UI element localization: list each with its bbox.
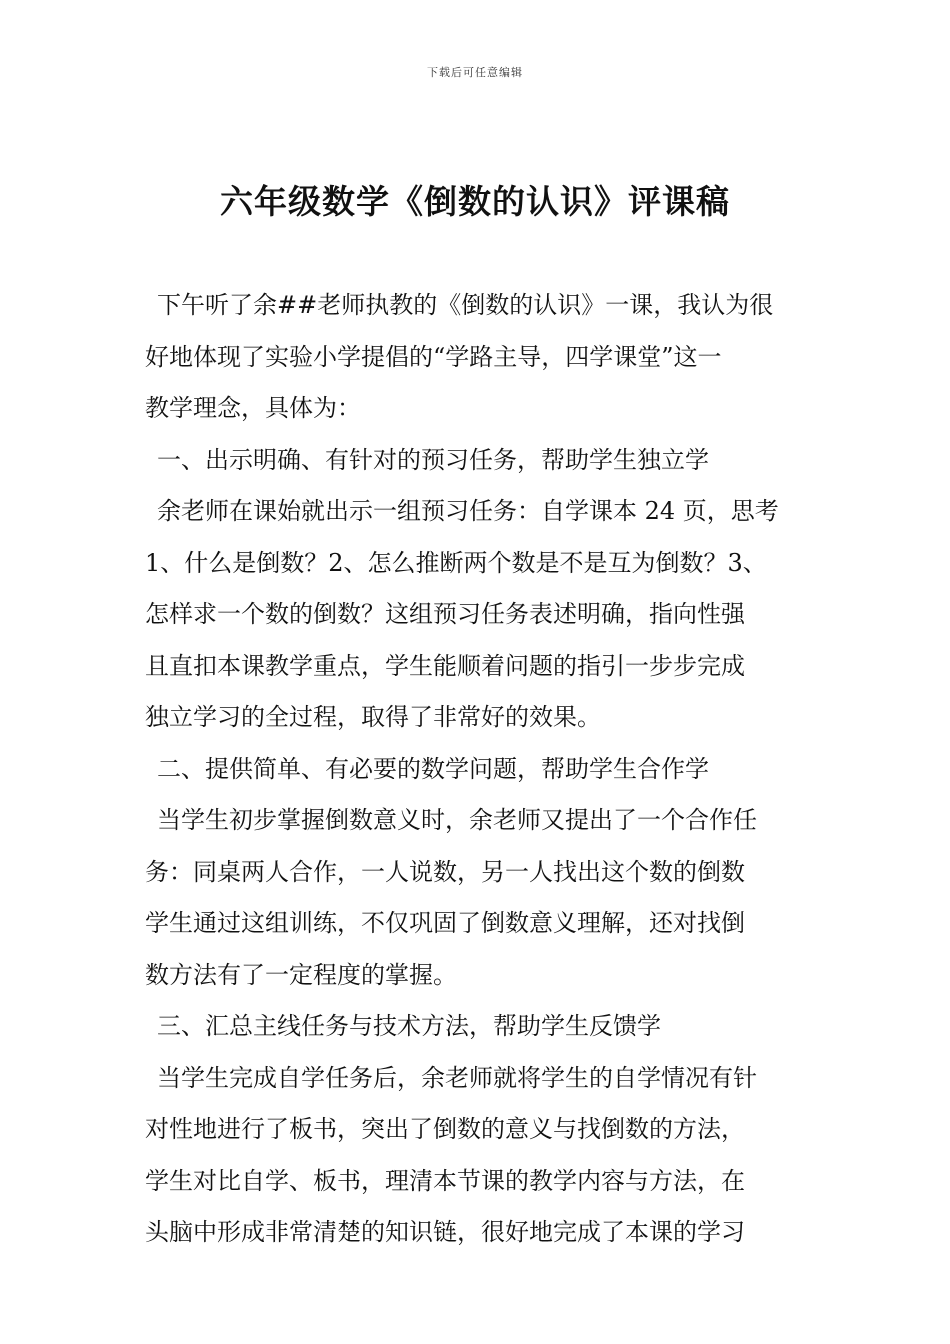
text-line: 当学生完成自学任务后，余老师就将学生的自学情况有针	[157, 1063, 757, 1092]
text-line: 三、汇总主线任务与技术方法，帮助学生反馈学	[157, 1012, 661, 1040]
text-line: 数方法有了一定程度的掌握。	[145, 960, 457, 989]
text-line: 1、什么是倒数？2、怎么推断两个数是不是互为倒数？3、	[145, 548, 767, 577]
text-line: 下午听了余##老师执教的《倒数的认识》一课，我认为很	[157, 291, 774, 319]
document-title: 六年级数学《倒数的认识》评课稿	[220, 182, 730, 221]
text-line: 头脑中形成非常清楚的知识链，很好地完成了本课的学习	[145, 1218, 745, 1246]
body-text	[145, 280, 809, 1259]
text-line: 当学生初步掌握倒数意义时，余老师又提出了一个合作任	[157, 806, 757, 834]
text-line: 一、出示明确、有针对的预习任务，帮助学生独立学	[157, 445, 709, 474]
text-line: 二、提供简单、有必要的数学问题，帮助学生合作学	[157, 754, 709, 783]
text-line: 且直扣本课教学重点，学生能顺着问题的指引一步步完成	[145, 651, 745, 680]
header-note: 下载后可任意编辑	[427, 66, 523, 79]
text-line: 学生对比自学、板书，理清本节课的教学内容与方法，在	[145, 1166, 745, 1195]
text-line: 学生通过这组训练，不仅巩固了倒数意义理解，还对找倒	[145, 909, 745, 937]
text-line: 怎样求一个数的倒数？这组预习任务表述明确，指向性强	[145, 600, 745, 628]
text-line: 对性地进行了板书，突出了倒数的意义与找倒数的方法，	[145, 1115, 745, 1143]
text-line: 教学理念，具体为：	[145, 394, 361, 422]
text-line: 好地体现了实验小学提倡的“学路主导，四学课堂”这一	[145, 342, 722, 371]
text-line: 务：同桌两人合作，一人说数，另一人找出这个数的倒数	[145, 857, 745, 886]
text-line: 余老师在课始就出示一组预习任务：自学课本 24 页，思考	[157, 497, 779, 525]
text-line: 独立学习的全过程，取得了非常好的效果。	[145, 703, 601, 731]
